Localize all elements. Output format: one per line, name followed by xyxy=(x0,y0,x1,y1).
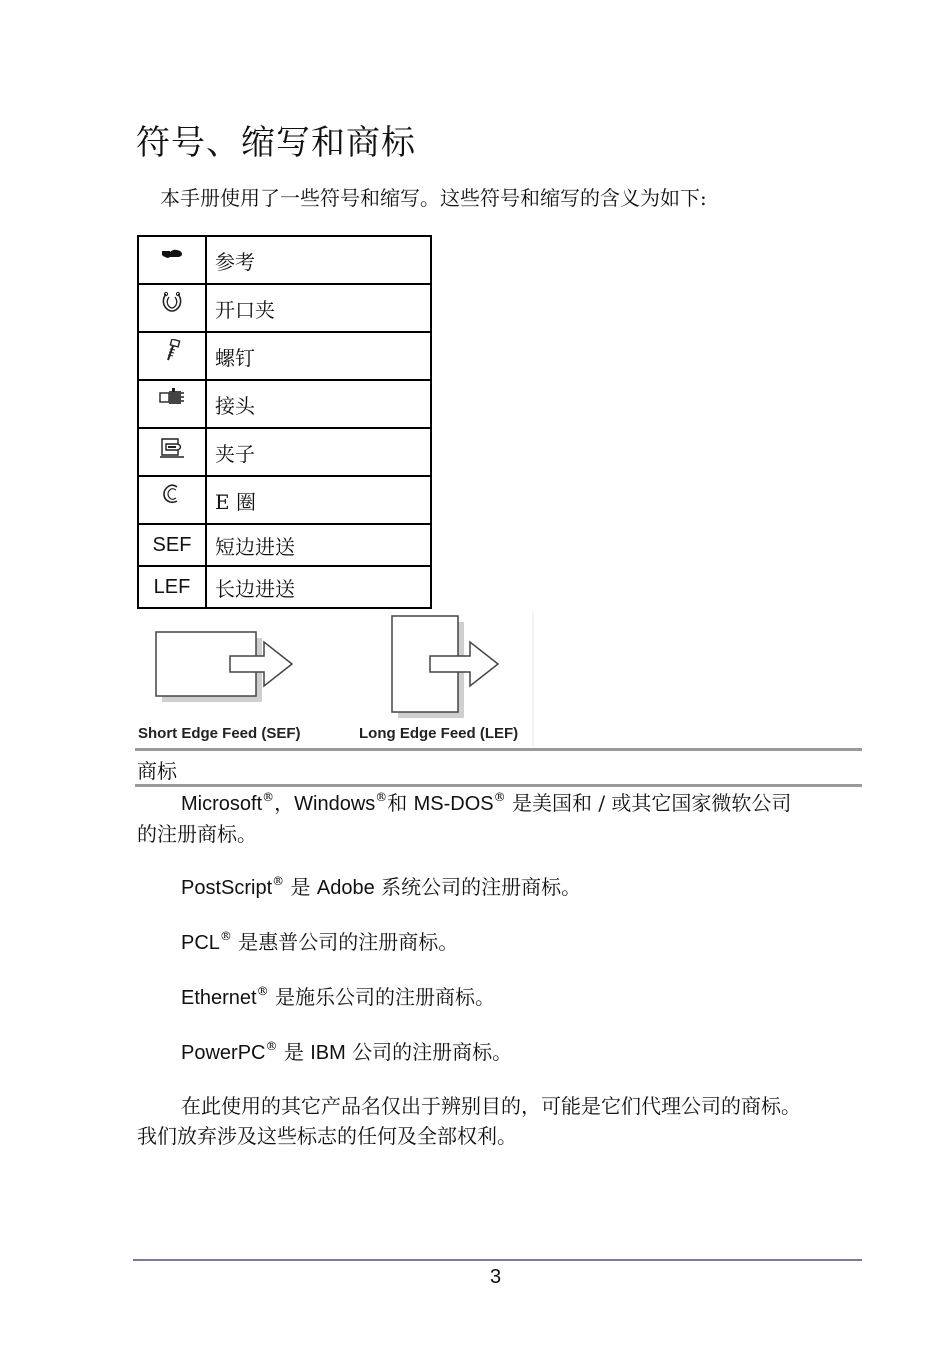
separator: ， xyxy=(274,791,295,815)
table-row xyxy=(138,476,431,524)
page-title: 符号、缩写和商标 xyxy=(136,122,416,163)
paragraph-text: 是惠普公司的注册商标。 xyxy=(231,930,459,954)
table-row xyxy=(138,524,431,566)
paragraph-text: 公司的注册商标。 xyxy=(345,1040,513,1064)
paragraph-text: 我们放弃涉及这些标志的任何及全部权利。 xyxy=(137,1124,517,1148)
sef-figure xyxy=(156,632,292,702)
table-row xyxy=(138,332,431,380)
trademark-paragraph-microsoft xyxy=(137,788,862,849)
table-row xyxy=(138,428,431,476)
trademark-paragraph-ethernet xyxy=(137,982,862,1013)
symbol-label: 长边进送 xyxy=(206,566,431,608)
symbol-cell xyxy=(138,332,206,380)
conjunction: 和 xyxy=(387,791,414,815)
table-row xyxy=(138,284,431,332)
registered-mark: ® xyxy=(265,1039,278,1053)
paragraph-text: 系统公司的注册商标。 xyxy=(374,875,582,899)
symbol-label: 参考 xyxy=(206,236,431,284)
symbol-cell xyxy=(138,380,206,428)
brand-powerpc: PowerPC xyxy=(181,1042,266,1064)
registered-mark: ® xyxy=(219,929,232,943)
paragraph-text: 是施乐公司的注册商标。 xyxy=(268,985,495,1009)
abbr-cell: LEF xyxy=(138,566,206,608)
table-row xyxy=(138,236,431,284)
section-divider xyxy=(135,784,862,787)
registered-mark: ® xyxy=(493,790,506,804)
paragraph-text: 在此使用的其它产品名仅出于辨别目的，可能是它们代理公司的商标。 xyxy=(181,1094,801,1118)
e-ring-icon xyxy=(161,483,183,505)
screw-icon xyxy=(162,339,182,363)
table-row xyxy=(138,380,431,428)
symbol-label: 接头 xyxy=(206,380,431,428)
trademark-disclaimer xyxy=(137,1091,862,1151)
paragraph-text: 是 xyxy=(284,875,317,899)
table-row xyxy=(138,566,431,608)
brand-adobe: Adobe xyxy=(316,877,375,899)
registered-mark: ® xyxy=(256,984,269,998)
paragraph-text: 是美国和 / 或其它国家微软公司 xyxy=(505,791,792,815)
trademark-paragraph-postscript xyxy=(137,872,862,903)
symbol-cell xyxy=(138,428,206,476)
symbol-label: 夹子 xyxy=(206,428,431,476)
trademark-paragraph-powerpc xyxy=(137,1037,862,1068)
registered-mark: ® xyxy=(375,790,388,804)
connector-icon xyxy=(158,387,186,407)
trademarks-heading: 商标 xyxy=(137,759,177,783)
abbr-cell: SEF xyxy=(138,524,206,566)
intro-text: 本手册使用了一些符号和缩写。这些符号和缩写的含义为如下: xyxy=(160,186,707,210)
paragraph-text: 的注册商标。 xyxy=(137,822,257,846)
registered-mark: ® xyxy=(272,874,285,888)
symbol-table xyxy=(137,235,432,609)
snap-ring-icon xyxy=(160,291,184,313)
symbol-cell xyxy=(138,476,206,524)
symbol-cell xyxy=(138,284,206,332)
symbol-label: 开口夹 xyxy=(206,284,431,332)
brand-ibm: IBM xyxy=(310,1042,346,1064)
section-divider xyxy=(135,748,862,751)
paragraph-text: 是 xyxy=(277,1040,311,1064)
symbol-label: E 圈 xyxy=(206,476,431,524)
sef-caption: Short Edge Feed (SEF) xyxy=(138,725,301,742)
brand-ethernet: Ethernet xyxy=(181,987,257,1009)
clamp-icon xyxy=(158,435,186,459)
brand-windows: Windows xyxy=(294,793,376,815)
brand-microsoft: Microsoft xyxy=(181,793,263,815)
footer-divider xyxy=(133,1259,862,1261)
brand-postscript: PostScript xyxy=(181,877,273,899)
brand-msdos: MS-DOS xyxy=(413,793,494,815)
brand-pcl: PCL xyxy=(181,932,220,954)
symbol-label: 短边进送 xyxy=(206,524,431,566)
symbol-cell xyxy=(138,236,206,284)
page-number: 3 xyxy=(490,1266,502,1288)
registered-mark: ® xyxy=(262,790,275,804)
trademark-paragraph-pcl xyxy=(137,927,862,958)
lef-caption: Long Edge Feed (LEF) xyxy=(359,725,519,742)
symbol-label: 螺钉 xyxy=(206,332,431,380)
pointing-hand-icon xyxy=(160,246,184,262)
